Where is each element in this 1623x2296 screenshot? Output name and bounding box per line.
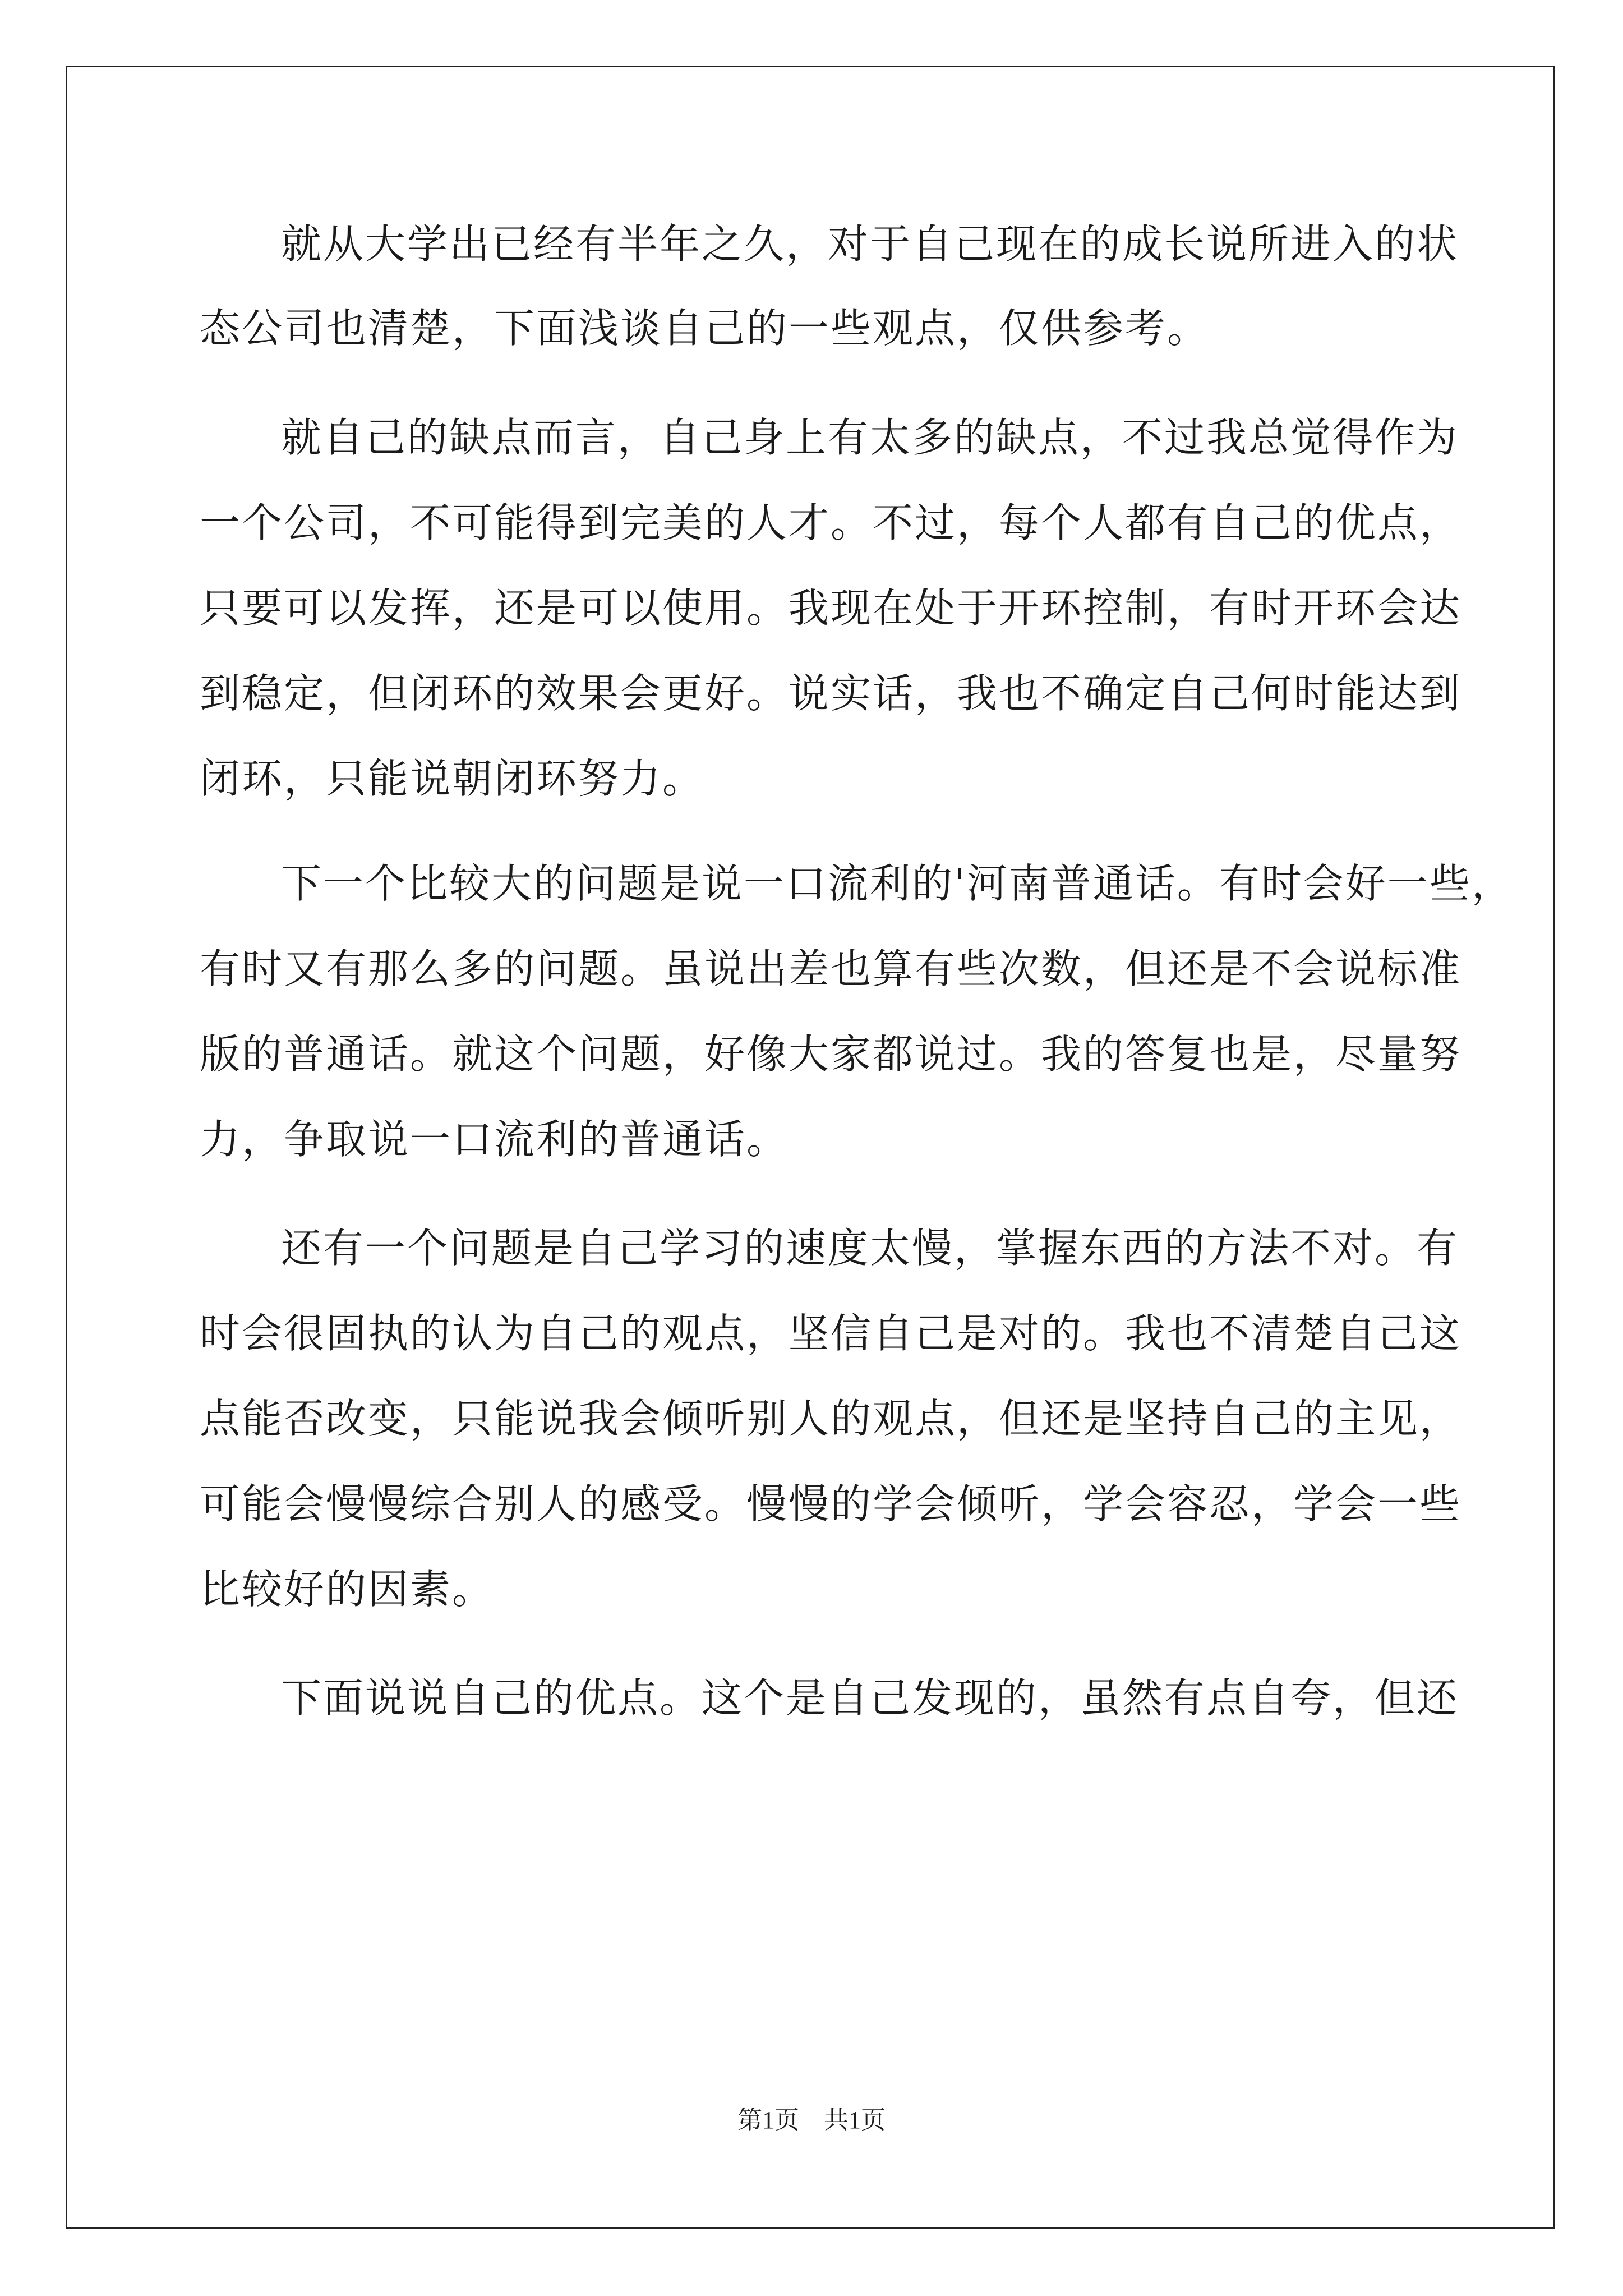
paragraph-4-line-2: 时会很固执的认为自己的观点，坚信自己是对的。我也不清楚自己这 <box>200 1310 1462 1357</box>
paragraph-4-line-5: 比较好的因素。 <box>200 1566 495 1613</box>
paragraph-2-line-4: 到稳定，但闭环的效果会更好。说实话，我也不确定自己何时能达到 <box>200 670 1462 717</box>
paragraph-1-line-2: 态公司也清楚，下面浅谈自己的一些观点，仅供参考。 <box>200 305 1210 352</box>
paragraph-3-line-1: 下一个比较大的问题是说一口流利的'河南普通话。有时会好一些， <box>281 860 1514 907</box>
paragraph-3-line-4: 力，争取说一口流利的普通话。 <box>200 1116 789 1163</box>
paragraph-4-line-1: 还有一个问题是自己学习的速度太慢，掌握东西的方法不对。有 <box>281 1225 1459 1272</box>
paragraph-3-line-2: 有时又有那么多的问题。虽说出差也算有些次数，但还是不会说标准 <box>200 945 1462 992</box>
paragraph-4-line-4: 可能会慢慢综合别人的感受。慢慢的学会倾听，学会容忍，学会一些 <box>200 1480 1462 1527</box>
page-number-footer: 第1页 共1页 <box>737 2106 886 2134</box>
paragraph-4-line-3: 点能否改变，只能说我会倾听别人的观点，但还是坚持自己的主见， <box>200 1395 1462 1442</box>
paragraph-5-line-1: 下面说说自己的优点。这个是自己发现的，虽然有点自夸，但还 <box>281 1674 1459 1722</box>
paragraph-2-line-5: 闭环，只能说朝闭环努力。 <box>200 755 705 802</box>
paragraph-2-line-2: 一个公司，不可能得到完美的人才。不过，每个人都有自己的优点， <box>200 499 1462 546</box>
paragraph-3-line-3: 版的普通话。就这个问题，好像大家都说过。我的答复也是，尽量努 <box>200 1030 1462 1078</box>
paragraph-2-line-1: 就自己的缺点而言，自己身上有太多的缺点，不过我总觉得作为 <box>281 414 1459 461</box>
paragraph-2-line-3: 只要可以发挥，还是可以使用。我现在处于开环控制，有时开环会达 <box>200 585 1462 632</box>
paragraph-1-line-1: 就从大学出已经有半年之久，对于自己现在的成长说所进入的状 <box>281 220 1459 268</box>
